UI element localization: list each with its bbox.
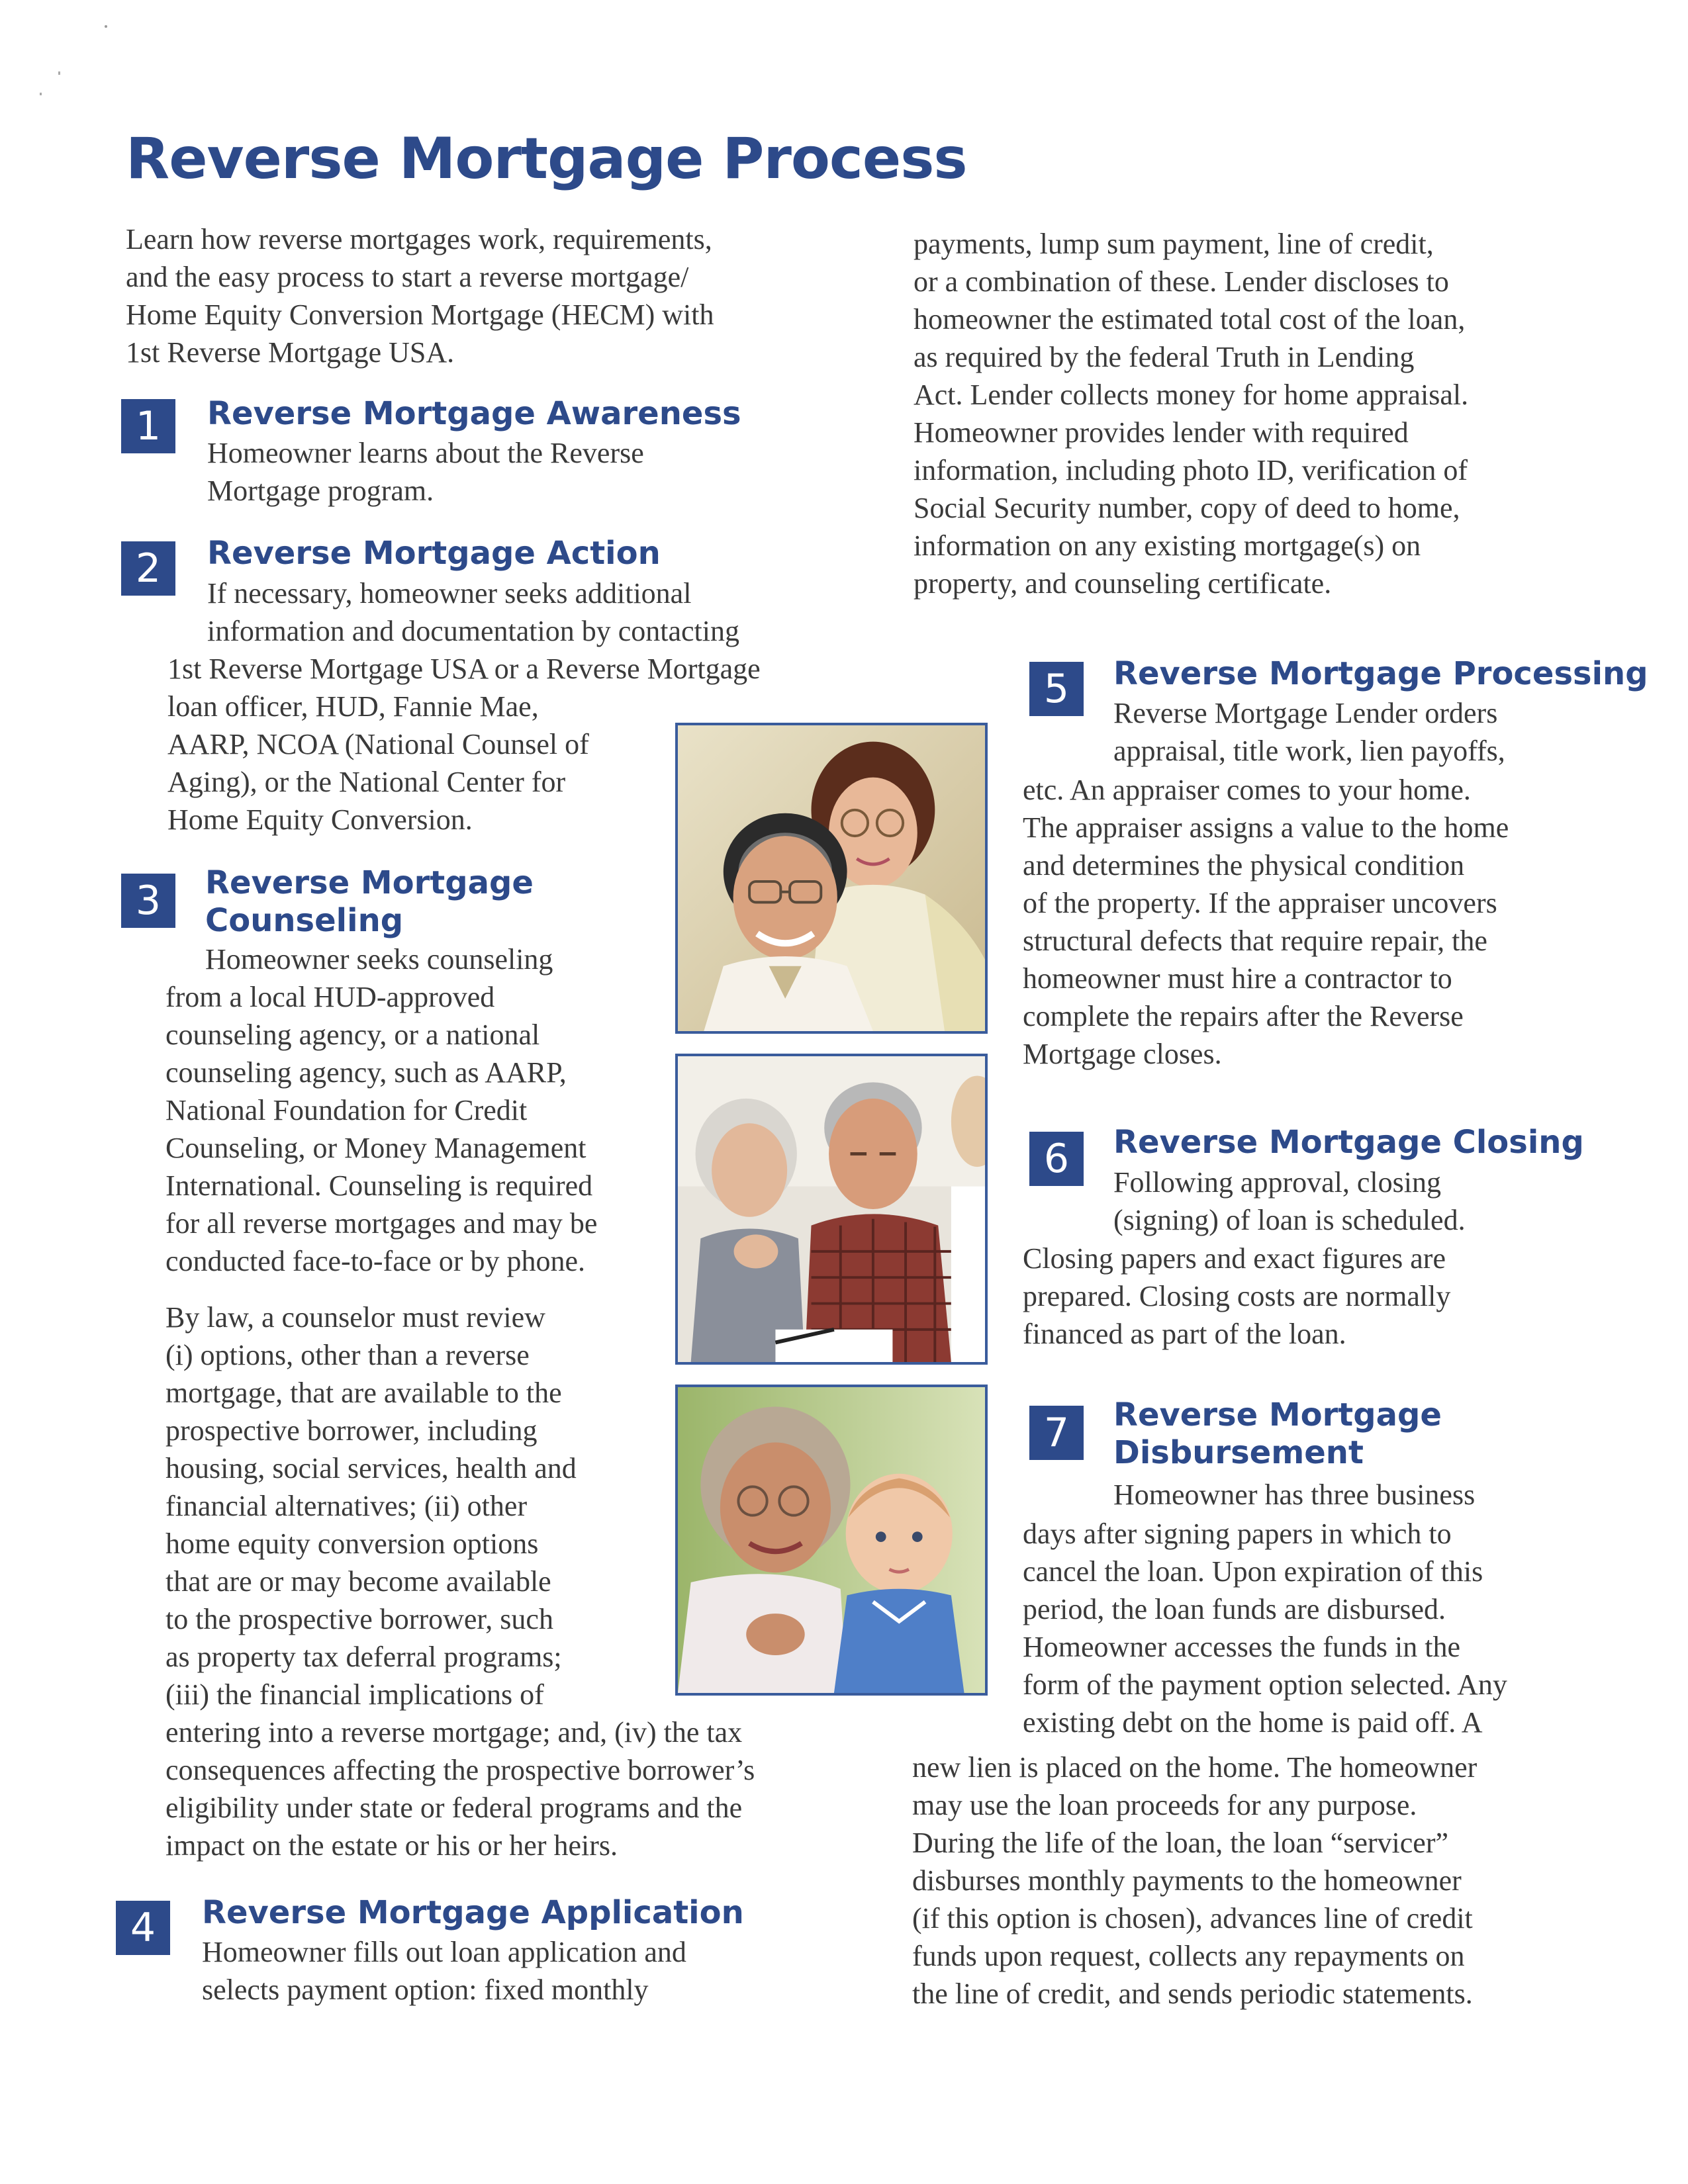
step-3-line: mortgage, that are available to the	[165, 1377, 562, 1409]
step-3-line: impact on the estate or his or her heirs.	[165, 1829, 618, 1862]
step-3-line: from a local HUD-approved	[165, 981, 495, 1013]
step-3-heading	[205, 864, 534, 940]
step-6-line: prepared. Closing costs are normally	[1023, 1280, 1451, 1312]
step-5-body	[1023, 771, 1509, 1073]
step-1-heading: Reverse Mortgage Awareness	[207, 395, 741, 432]
step-1-line: Homeowner learns about the Reverse	[207, 437, 644, 469]
step-6-line: Closing papers and exact figures are	[1023, 1242, 1446, 1275]
step-6-line: financed as part of the loan.	[1023, 1318, 1346, 1350]
scan-speck	[105, 25, 107, 28]
step-2-line: Home Equity Conversion.	[167, 803, 473, 836]
photo-senior-couple	[675, 723, 988, 1034]
step-3-line: consequences affecting the prospective borrower’s	[165, 1754, 755, 1786]
step-2-line: If necessary, homeowner seeks additional	[207, 577, 692, 610]
step-4-line: information on any existing mortgage(s) on	[914, 529, 1421, 562]
step-3-body	[165, 978, 597, 1280]
step-3-line: By law, a counselor must review	[165, 1301, 545, 1334]
step-3-counselor-paragraph	[165, 1298, 755, 1864]
step-4-line: payments, lump sum payment, line of credit,	[914, 228, 1434, 260]
step-5-line: and determines the physical condition	[1023, 849, 1465, 882]
step-5-line: appraisal, title work, lien payoffs,	[1113, 735, 1505, 767]
step-4-line: Homeowner fills out loan application and	[202, 1936, 686, 1968]
step-3-line: for all reverse mortgages and may be	[165, 1207, 598, 1240]
step-2-heading: Reverse Mortgage Action	[207, 535, 661, 572]
step-1-body	[207, 434, 644, 510]
step-7-heading	[1113, 1396, 1442, 1472]
step-7-line: (if this option is chosen), advances line of credit	[912, 1902, 1473, 1934]
step-4-line: Social Security number, copy of deed to home,	[914, 492, 1460, 524]
step-3-body-first-line	[205, 940, 553, 978]
step-4-line: Homeowner provides lender with required	[914, 416, 1409, 449]
step-3-line: housing, social services, health and	[165, 1452, 577, 1484]
step-4-line: Act. Lender collects money for home appraisal.	[914, 379, 1469, 411]
step-4-body	[202, 1933, 686, 2009]
step-3-heading-line: Counseling	[205, 902, 404, 939]
step-1-line: Mortgage program.	[207, 475, 434, 507]
step-1-number-badge: 1	[121, 399, 175, 453]
step-3-line: counseling agency, such as AARP,	[165, 1056, 567, 1089]
step-7-line: Homeowner has three business	[1113, 1479, 1476, 1511]
step-2-line: AARP, NCOA (National Counsel of	[167, 728, 589, 760]
step-3-line: conducted face-to-face or by phone.	[165, 1245, 586, 1277]
step-7-body-first-line	[1113, 1476, 1475, 1514]
step-7-line: During the life of the loan, the loan “servicer”	[912, 1827, 1449, 1859]
photo-couple-reading	[675, 1054, 988, 1365]
step-7-number-badge: 7	[1029, 1406, 1084, 1460]
step-3-line: to the prospective borrower, such	[165, 1603, 553, 1635]
step-3-line: Homeowner seeks counseling	[205, 943, 553, 976]
step-5-line: Reverse Mortgage Lender orders	[1113, 697, 1498, 729]
step-3-heading-line: Reverse Mortgage	[205, 864, 534, 901]
photo-grandmother-baby-illustration	[678, 1387, 985, 1693]
step-3-line: that are or may become available	[165, 1565, 551, 1598]
step-3-line: (iii) the financial implications of	[165, 1678, 544, 1711]
step-4-line: homeowner the estimated total cost of the loan,	[914, 303, 1466, 336]
step-3-line: as property tax deferral programs;	[165, 1641, 562, 1673]
step-4-line: information, including photo ID, verification of	[914, 454, 1468, 486]
step-7-line: cancel the loan. Upon expiration of this	[1023, 1555, 1483, 1588]
step-3-line: Counseling, or Money Management	[165, 1132, 586, 1164]
step-7-line: may use the loan proceeds for any purpose.	[912, 1789, 1417, 1821]
step-3-line: National Foundation for Credit	[165, 1094, 528, 1126]
step-6-body-top	[1113, 1163, 1466, 1239]
step-4-number-badge: 4	[116, 1901, 170, 1955]
step-2-body-bottom	[167, 650, 761, 839]
photo-couple-reading-illustration	[678, 1056, 985, 1362]
step-7-heading-line: Reverse Mortgage	[1113, 1396, 1442, 1433]
step-2-line: loan officer, HUD, Fannie Mae,	[167, 690, 539, 723]
intro-line: and the easy process to start a reverse mortgage/	[126, 261, 689, 293]
step-7-body-bottom	[912, 1749, 1477, 2013]
step-7-line: Homeowner accesses the funds in the	[1023, 1631, 1461, 1663]
step-4-body-continued	[914, 225, 1468, 602]
step-7-line: period, the loan funds are disbursed.	[1023, 1593, 1446, 1625]
page-title: Reverse Mortgage Process	[126, 126, 967, 192]
step-5-body-top	[1113, 694, 1505, 770]
step-7-heading-line: Disbursement	[1113, 1434, 1364, 1471]
step-4-heading: Reverse Mortgage Application	[202, 1894, 744, 1931]
step-3-line: financial alternatives; (ii) other	[165, 1490, 528, 1522]
step-7-line: form of the payment option selected. Any	[1023, 1668, 1507, 1701]
scan-speck	[58, 71, 60, 75]
step-5-line: etc. An appraiser comes to your home.	[1023, 774, 1471, 806]
intro-paragraph	[126, 220, 714, 371]
step-5-line: The appraiser assigns a value to the home	[1023, 811, 1509, 844]
step-3-line: eligibility under state or federal programs and the	[165, 1792, 743, 1824]
step-7-line: days after signing papers in which to	[1023, 1518, 1452, 1550]
intro-line: Learn how reverse mortgages work, requirements,	[126, 223, 712, 255]
step-5-line: homeowner must hire a contractor to	[1023, 962, 1452, 995]
step-5-heading: Reverse Mortgage Processing	[1113, 655, 1648, 692]
step-2-number-badge: 2	[121, 541, 175, 596]
step-2-line: 1st Reverse Mortgage USA or a Reverse Mortgage	[167, 653, 761, 685]
step-7-line: the line of credit, and sends periodic statements.	[912, 1978, 1473, 2010]
intro-line: Home Equity Conversion Mortgage (HECM) with	[126, 298, 714, 331]
step-7-line: existing debt on the home is paid off. A	[1023, 1706, 1483, 1739]
step-5-line: of the property. If the appraiser uncovers	[1023, 887, 1497, 919]
step-6-line: (signing) of loan is scheduled.	[1113, 1204, 1466, 1236]
step-5-number-badge: 5	[1029, 662, 1084, 716]
step-7-line: funds upon request, collects any repayments on	[912, 1940, 1465, 1972]
step-2-line: Aging), or the National Center for	[167, 766, 566, 798]
step-5-line: structural defects that require repair, the	[1023, 925, 1487, 957]
photo-grandmother-baby	[675, 1385, 988, 1696]
step-3-line: entering into a reverse mortgage; and, (iv) the tax	[165, 1716, 743, 1749]
step-3-line: (i) options, other than a reverse	[165, 1339, 530, 1371]
step-3-line: International. Counseling is required	[165, 1169, 593, 1202]
step-6-body	[1023, 1240, 1450, 1353]
step-5-line: complete the repairs after the Reverse	[1023, 1000, 1464, 1032]
step-4-line: selects payment option: fixed monthly	[202, 1974, 649, 2006]
step-5-line: Mortgage closes.	[1023, 1038, 1222, 1070]
step-7-line: new lien is placed on the home. The homeowner	[912, 1751, 1477, 1784]
step-4-line: property, and counseling certificate.	[914, 567, 1332, 600]
step-4-line: as required by the federal Truth in Lending	[914, 341, 1415, 373]
step-6-line: Following approval, closing	[1113, 1166, 1441, 1199]
step-3-line: counseling agency, or a national	[165, 1019, 540, 1051]
step-2-body-top	[207, 574, 739, 650]
step-7-body	[1023, 1515, 1507, 1741]
step-6-heading: Reverse Mortgage Closing	[1113, 1124, 1584, 1161]
step-6-number-badge: 6	[1029, 1132, 1084, 1186]
step-2-line: information and documentation by contacting	[207, 615, 740, 647]
scan-speck	[40, 93, 42, 95]
step-7-line: disburses monthly payments to the homeowner	[912, 1864, 1462, 1897]
step-3-line: prospective borrower, including	[165, 1414, 538, 1447]
intro-line: 1st Reverse Mortgage USA.	[126, 336, 455, 369]
step-3-number-badge: 3	[121, 874, 175, 928]
step-4-line: or a combination of these. Lender discloses to	[914, 265, 1449, 298]
photo-senior-couple-illustration	[678, 725, 985, 1031]
step-3-line: home equity conversion options	[165, 1527, 539, 1560]
